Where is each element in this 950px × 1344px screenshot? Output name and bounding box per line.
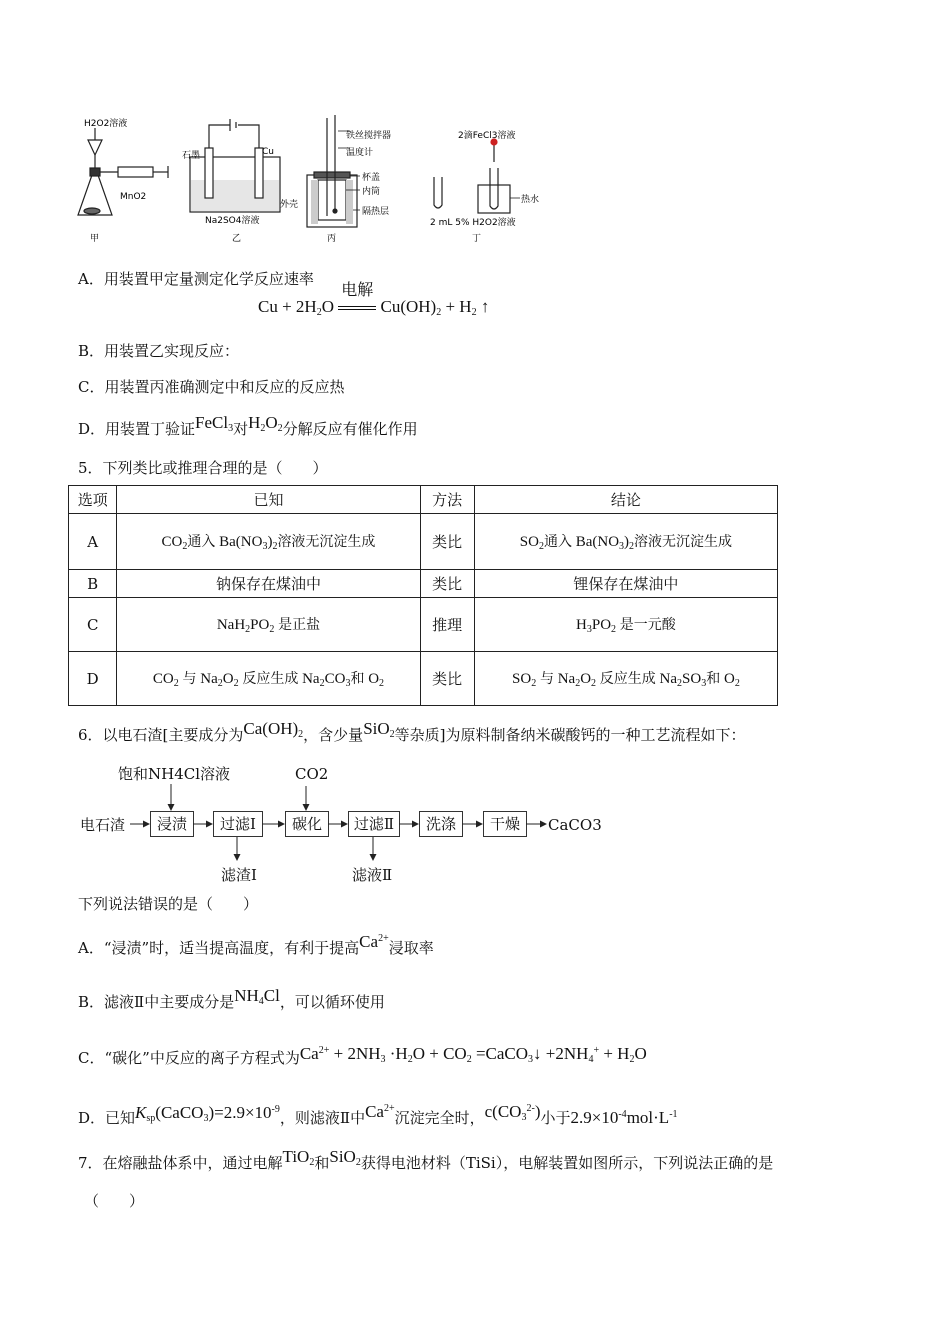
q6-option-a: A．“浸渍”时，适当提高温度，有利于提高$Ca^{2+}$浸取率	[78, 932, 434, 957]
flow-start: 电石渣	[80, 816, 126, 834]
q4-option-c: C．用装置丙准确测定中和反应的反应热	[78, 378, 345, 396]
q4-option-b: B．用装置乙实现反应：	[78, 342, 240, 360]
q6-question: 下列说法错误的是（ ）	[78, 895, 259, 913]
header-method: 方法	[420, 486, 474, 514]
label-inner-cylinder: 内筒	[362, 187, 381, 197]
caption-ding: 丁	[472, 234, 482, 244]
q7-answer-blank: （ ）	[84, 1192, 145, 1210]
flow-step-5: 洗涤	[419, 811, 463, 837]
flow-product: CaCO3	[548, 816, 602, 834]
q6-stem: 6．以电石渣[主要成分为$Ca(OH)_2$，含少量SiO$_2$等杂质]为原料制备纳米碳酸钙的一种工艺流程如下：	[78, 719, 746, 744]
q4-option-a: A．用装置甲定量测定化学反应速率	[78, 270, 314, 288]
header-option: 选项	[69, 486, 117, 514]
label-insulation: 隔热层	[362, 207, 390, 217]
label-outer-shell: 外壳	[280, 200, 299, 210]
caption-bing: 丙	[327, 234, 337, 244]
table-row-b: B 钠保存在煤油中 类比 锂保存在煤油中	[69, 570, 778, 598]
flow-output-filtrate: 滤液Ⅱ	[352, 866, 393, 884]
flow-step-6: 干燥	[483, 811, 527, 837]
equation-condition: 电解	[341, 282, 374, 299]
label-cu-electrode: Cu	[262, 147, 274, 157]
q6-option-d: D．已知$K_{sp}(CaCO_3)=2.9\times 10^{-9}$，则滤液Ⅱ中$Ca^{2+}$沉淀完全时，$c(CO_3^{2-})$小于$2.9\times 10^{-4}mol\cdot L^{-1}$	[78, 1102, 678, 1127]
caption-jia: 甲	[90, 234, 100, 244]
flow-input-nh4cl: 饱和NH4Cl溶液	[118, 765, 231, 783]
flow-input-co2: CO2	[295, 765, 329, 783]
header-known: 已知	[117, 486, 420, 514]
caption-yi: 乙	[232, 234, 242, 244]
label-hot-water: 热水	[521, 195, 540, 205]
label-mno2: MnO2	[120, 192, 147, 202]
label-fecl3-drops: 2滴FeCl3溶液	[458, 131, 516, 141]
label-thermometer: 温度计	[346, 148, 374, 158]
flow-output-residue: 滤渣Ⅰ	[221, 866, 257, 884]
label-h2o2-2ml: 2 mL 5% H2O2溶液	[430, 218, 516, 228]
header-conclusion: 结论	[474, 486, 777, 514]
label-h2o2-solution: H2O2溶液	[84, 119, 128, 129]
label-graphite: 石墨	[182, 151, 201, 161]
q6-option-c: C．“碳化”中反应的离子方程式为$Ca^{2+} + 2NH_3 \cdot H_2O + CO_2$ =CaCO$_3$↓ $+2NH_4^+ + H_2O$	[78, 1044, 647, 1067]
table-row-a: A $CO_2$通入 $Ba(NO_3)_2$溶液无沉淀生成 类比 $SO_2$通入 $Ba(NO_3)_2$溶液无沉淀生成	[69, 514, 778, 570]
table-row-d: D $CO_2$ 与 $Na_2O_2$ 反应生成 $Na_2CO_3$和 $O_2$ 类比 $SO_2$ 与 $Na_2O_2$ 反应生成 $Na_2SO_3$和 $O_2$	[69, 652, 778, 706]
q4-equation: $Cu + 2H_2O$ 电解 $Cu(OH)_2 + H_2$ ↑	[258, 297, 489, 318]
q5-stem: 5．下列类比或推理合理的是（ ）	[78, 459, 328, 477]
q4-option-d: D．用装置丁验证FeCl$_3$对$H_2O_2$分解反应有催化作用	[78, 413, 418, 438]
flow-step-2: 过滤Ⅰ	[213, 811, 263, 837]
q7-stem: 7．在熔融盐体系中，通过电解TiO$_2$和SiO$_2$获得电池材料（TiSi），电解装置如图所示，下列说法正确的是	[78, 1147, 774, 1172]
flow-step-4: 过滤Ⅱ	[348, 811, 400, 837]
label-stirrer: 铁丝搅拌器	[346, 131, 392, 141]
q6-option-b: B．滤液Ⅱ中主要成分是$NH_4Cl$，可以循环使用	[78, 986, 385, 1011]
flow-step-3: 碳化	[285, 811, 329, 837]
flow-step-1: 浸渍	[150, 811, 194, 837]
label-lid: 杯盖	[362, 173, 381, 183]
label-na2so4-solution: Na2SO4溶液	[205, 216, 260, 226]
table-row-c: C $NaH_2PO_2$ 是正盐 推理 $H_3PO_2$ 是一元酸	[69, 598, 778, 652]
